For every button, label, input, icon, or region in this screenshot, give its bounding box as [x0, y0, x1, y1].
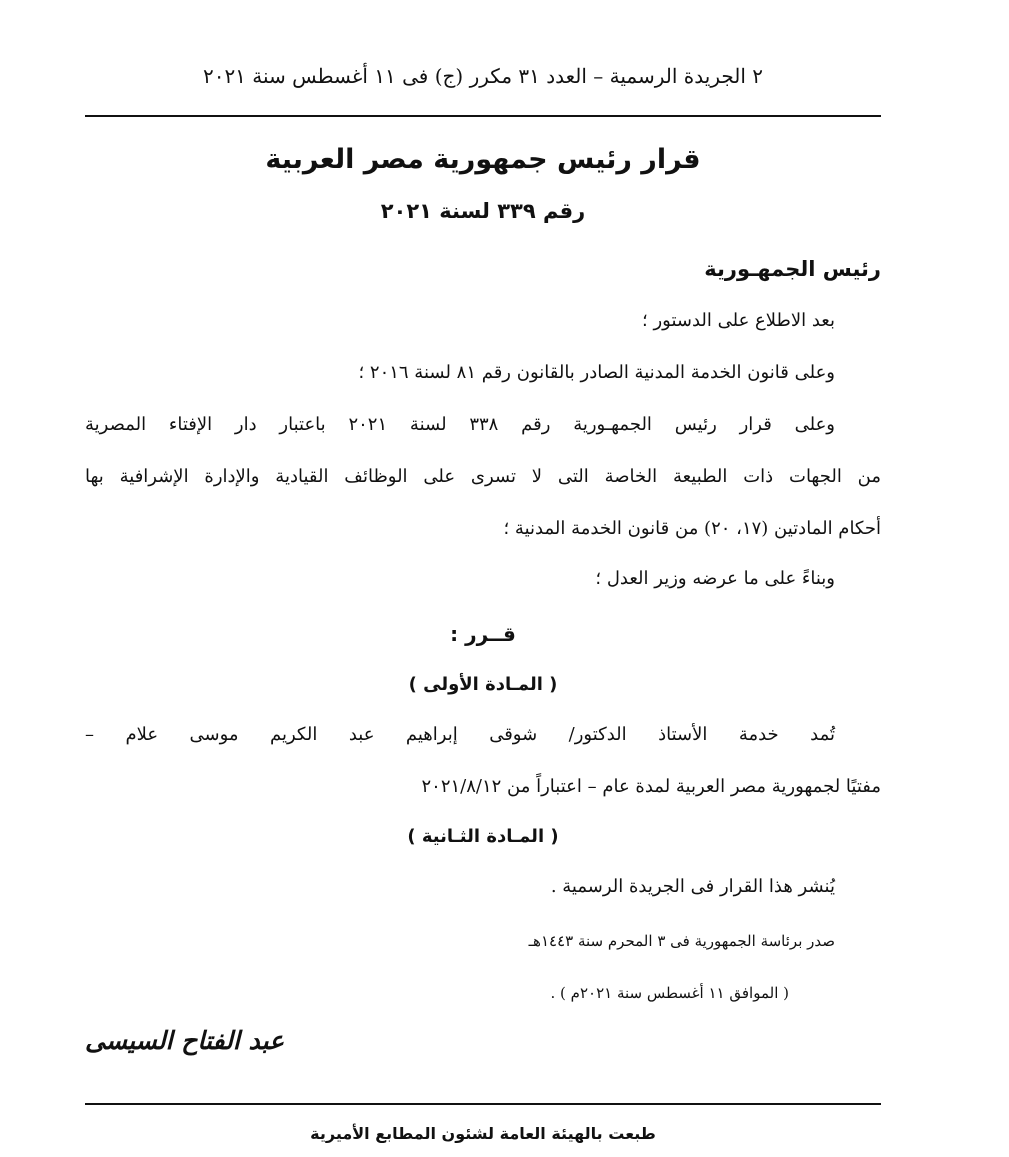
decree-title: قرار رئيس جمهورية مصر العربية [265, 144, 701, 175]
issuance-line-2: ( الموافق ١١ أغسطس سنة ٢٠٢١م ) . [550, 984, 789, 1002]
issuance-line-1: صدر برئاسة الجمهورية فى ٣ المحرم سنة ١٤٤٣هـ [528, 932, 835, 950]
preamble-line-6: وبناءً على ما عرضه وزير العدل ؛ [595, 568, 835, 589]
decided-heading: قــرر : [450, 622, 516, 646]
running-header: ٢ الجريدة الرسمية – العدد ٣١ مكرر (ج) فى ١١ أغسطس سنة ٢٠٢١ [202, 64, 764, 88]
article-2-heading: ( المـادة الثـانية ) [407, 826, 559, 847]
preamble-line-5: أحكام المادتين (١٧، ٢٠) من قانون الخدمة المدنية ؛ [503, 518, 881, 539]
article-1-line-2: مفتيًا لجمهورية مصر العربية لمدة عام – اعتباراً من ٢٠٢١/٨/١٢ [421, 776, 881, 797]
preamble-line-2: وعلى قانون الخدمة المدنية الصادر بالقانون رقم ٨١ لسنة ٢٠١٦ ؛ [358, 362, 835, 383]
signature: عبد الفتاح السيسى [85, 1026, 285, 1055]
article-1-line-1: تُمد خدمة الأستاذ الدكتور/ شوقى إبراهيم عبد الكريم موسى علام – [85, 724, 835, 745]
preamble-line-1: بعد الاطلاع على الدستور ؛ [642, 310, 835, 331]
article-1-heading: ( المـادة الأولى ) [408, 674, 558, 695]
preamble-line-4: من الجهات ذات الطبيعة الخاصة التى لا تسرى على الوظائف القيادية والإدارة الإشرافية بها [85, 466, 881, 487]
footer-rule [85, 1103, 881, 1105]
header-rule [85, 115, 881, 117]
preamble-line-3: وعلى قرار رئيس الجمهـورية رقم ٣٣٨ لسنة ٢٠٢١ باعتبار دار الإفتاء المصرية [85, 414, 835, 435]
printer-footer: طبعت بالهيئة العامة لشئون المطابع الأميرية [310, 1124, 656, 1143]
decree-number: رقم ٣٣٩ لسنة ٢٠٢١ [380, 199, 586, 223]
article-2-text: يُنشر هذا القرار فى الجريدة الرسمية . [550, 876, 835, 897]
issuer-heading: رئيس الجمهـورية [704, 257, 881, 281]
gazette-page [85, 0, 881, 1157]
